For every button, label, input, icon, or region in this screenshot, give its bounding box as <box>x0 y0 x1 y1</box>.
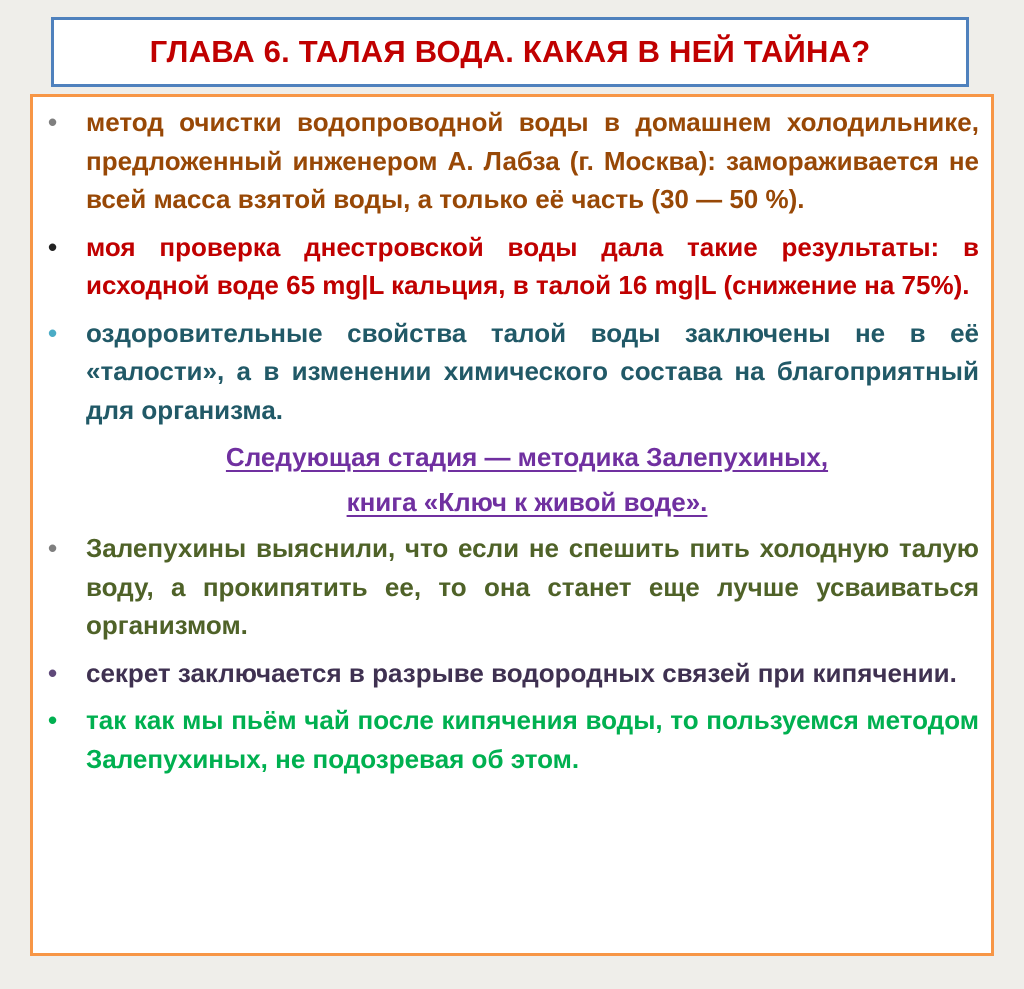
list-item-text: моя проверка днестровской воды дала такие результаты: в исходной воде 65 mg|L кальция, в талой 16 mg|L (снижение на 75%). <box>86 231 979 300</box>
list-item-text: секрет заключается в разрыве водородных связей при кипячении. <box>86 657 957 688</box>
bullet-list-top <box>45 103 979 429</box>
content-box <box>30 94 994 956</box>
highlight-text-1: Следующая стадия — методика Залепухиных, <box>225 442 829 472</box>
title-box <box>51 17 969 87</box>
list-item <box>45 529 979 645</box>
list-item-text: Залепухины выяснили, что если не спешить пить холодную талую воду, а прокипятить ее, то она станет еще лучше усваиваться организмом. <box>86 533 979 640</box>
list-item-text: метод очистки водопроводной воды в домашнем холодильнике, предложенный инженером А. Лабза (г. Москва): замораживается не всей масса взятой воды, а только её часть (30 — 50 %). <box>86 107 979 214</box>
list-item <box>45 103 979 219</box>
list-item <box>45 701 979 778</box>
bullet-list-bottom <box>45 529 979 778</box>
highlight-line-1 <box>45 438 979 477</box>
highlight-line-2 <box>45 483 979 522</box>
bullet-marker: • <box>48 317 58 348</box>
list-item <box>45 228 979 305</box>
bullet-marker: • <box>48 533 58 563</box>
bullet-marker: • <box>48 657 58 688</box>
page-title: ГЛАВА 6. ТАЛАЯ ВОДА. КАКАЯ В НЕЙ ТАЙНА? <box>149 34 871 69</box>
list-item <box>45 654 979 693</box>
list-item-text: оздоровительные свойства талой воды заключены не в её «талости», а в изменении химического состава на благоприятный для организма. <box>86 317 979 425</box>
bullet-marker: • <box>48 231 58 262</box>
list-item <box>45 314 979 430</box>
highlight-text-2: книга «Ключ к живой воде». <box>346 486 708 517</box>
list-item-text: так как мы пьём чай после кипячения воды, то пользуемся методом Залепухиных, не подозревая об этом. <box>86 705 979 774</box>
bullet-marker: • <box>48 705 58 735</box>
bullet-marker: • <box>48 107 58 137</box>
